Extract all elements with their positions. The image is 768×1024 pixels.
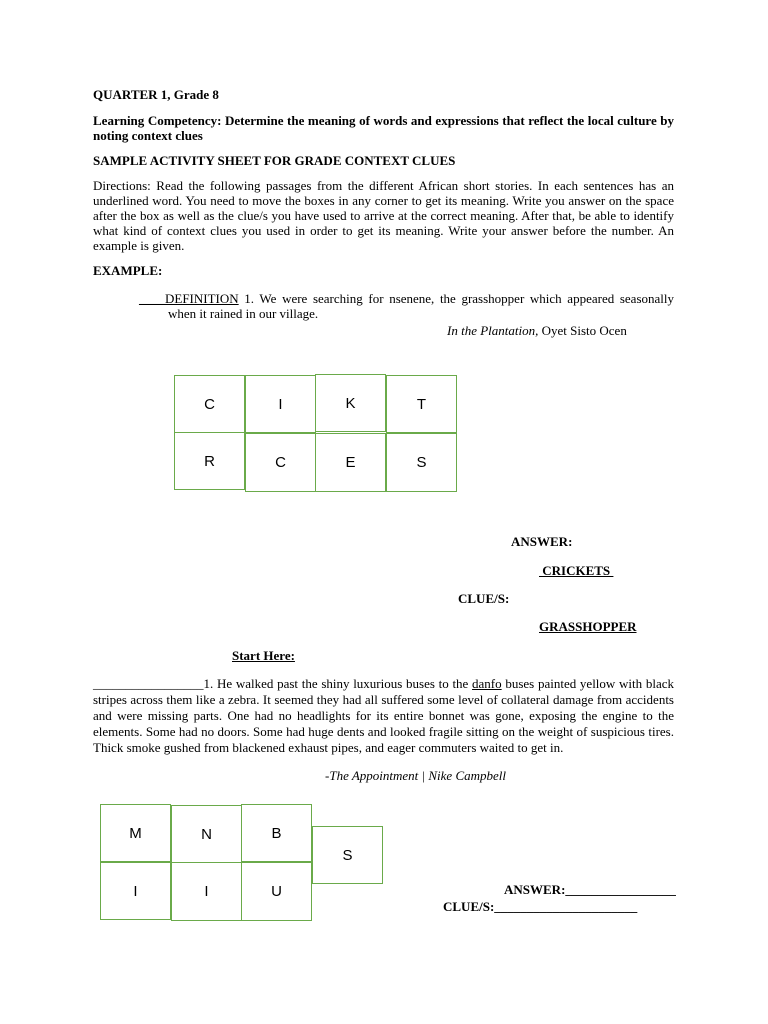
item-1-clue xyxy=(443,899,637,914)
tile-letter: K xyxy=(345,394,356,412)
example-answer-label: ANSWER: xyxy=(511,534,573,549)
example-heading: EXAMPLE: xyxy=(93,263,163,278)
start-here-label: Start Here: xyxy=(232,648,295,663)
directions-paragraph: Directions: Read the following passages from the different African short stories. In each sentences has an underlined word. You need to move the boxes in any corner to get its meaning. Write you answer on the space after the box as well as the clue/s you have used to arrive at the correct meaning. After that, be able to identify what kind of context clues you used in order to get its meaning. Write your answer before the number. An example is given. xyxy=(93,178,674,253)
clue-label: CLUE/S: xyxy=(443,899,495,914)
example-tile[interactable] xyxy=(245,433,316,492)
example-blank: ____ xyxy=(139,291,165,306)
example-tile[interactable] xyxy=(386,375,457,433)
answer-label: ANSWER: xyxy=(504,882,566,897)
example-tile[interactable] xyxy=(245,375,316,433)
tile-letter: M xyxy=(129,824,142,842)
example-clue-value: GRASSHOPPER xyxy=(539,619,637,634)
item-1-text-after: buses painted yellow with black stripes across them like a zebra. It seemed they had all suffered some level of collateral damage from accidents and were missing parts. One had no headlights for its entire bonnet was gone, exposing the engine to the elements. Some had no doors. Some had huge dents and looked fragile sitting on the weight of suspicious tires. Thick smoke gushed from blackened exhaust pipes, and eager commuters waited to get in. xyxy=(93,676,674,755)
puzzle-tile[interactable] xyxy=(241,862,312,921)
item-1-source xyxy=(325,768,506,783)
tile-letter: C xyxy=(204,395,215,413)
example-answer-value: CRICKETS xyxy=(539,563,614,578)
item-1-source-prefix: - xyxy=(325,768,330,783)
example-item xyxy=(139,291,674,321)
puzzle-tile[interactable] xyxy=(312,826,383,884)
tile-letter: C xyxy=(275,454,286,471)
puzzle-tile[interactable] xyxy=(171,805,242,863)
puzzle-tile[interactable] xyxy=(100,804,171,862)
example-tile[interactable] xyxy=(174,375,245,433)
item-1-source-title: The Appointment | Nike Campbell xyxy=(329,768,506,783)
puzzle-tile[interactable] xyxy=(171,862,242,921)
tile-letter: B xyxy=(271,824,282,842)
example-source xyxy=(447,323,627,338)
answer-type-blank[interactable]: _________________ xyxy=(93,676,204,691)
tile-letter: E xyxy=(345,454,356,471)
example-source-title: In the Plantation, xyxy=(447,323,539,338)
tile-letter: N xyxy=(201,825,212,843)
puzzle-tile[interactable] xyxy=(100,862,171,920)
tile-letter: T xyxy=(416,395,427,413)
puzzle-tile[interactable] xyxy=(241,804,312,862)
tile-letter: U xyxy=(271,883,282,900)
item-1-answer xyxy=(504,882,676,897)
answer-blank[interactable]: _________________ xyxy=(565,882,676,897)
learning-competency: Learning Competency: Determine the meaning of words and expressions that reflect the local culture by noting context clues xyxy=(93,113,674,143)
quarter-heading: QUARTER 1, Grade 8 xyxy=(93,87,219,102)
item-1-passage xyxy=(93,676,674,756)
example-sentence: 1. We were searching for nsenene, the grasshopper which appeared seasonally when it rained in our village. xyxy=(168,291,674,321)
example-tile[interactable] xyxy=(174,432,245,490)
tile-letter: I xyxy=(278,395,283,413)
example-clue-label: CLUE/S: xyxy=(458,591,510,606)
tile-letter: I xyxy=(133,882,138,900)
example-clue-type: DEFINITION xyxy=(165,291,239,306)
clue-blank[interactable]: ______________________ xyxy=(494,899,638,914)
example-tile[interactable] xyxy=(386,433,457,492)
tile-letter: R xyxy=(204,452,215,470)
tile-letter: I xyxy=(204,883,209,900)
tile-letter: S xyxy=(416,454,427,471)
underlined-word: danfo xyxy=(472,676,502,691)
tile-letter: S xyxy=(342,846,353,864)
example-tile[interactable] xyxy=(315,433,386,492)
example-source-author: Oyet Sisto Ocen xyxy=(538,323,627,338)
item-1-text-before: 1. He walked past the shiny luxurious buses to the xyxy=(203,676,473,691)
example-tile[interactable] xyxy=(315,374,386,432)
sheet-title: SAMPLE ACTIVITY SHEET FOR GRADE CONTEXT CLUES xyxy=(93,153,456,168)
